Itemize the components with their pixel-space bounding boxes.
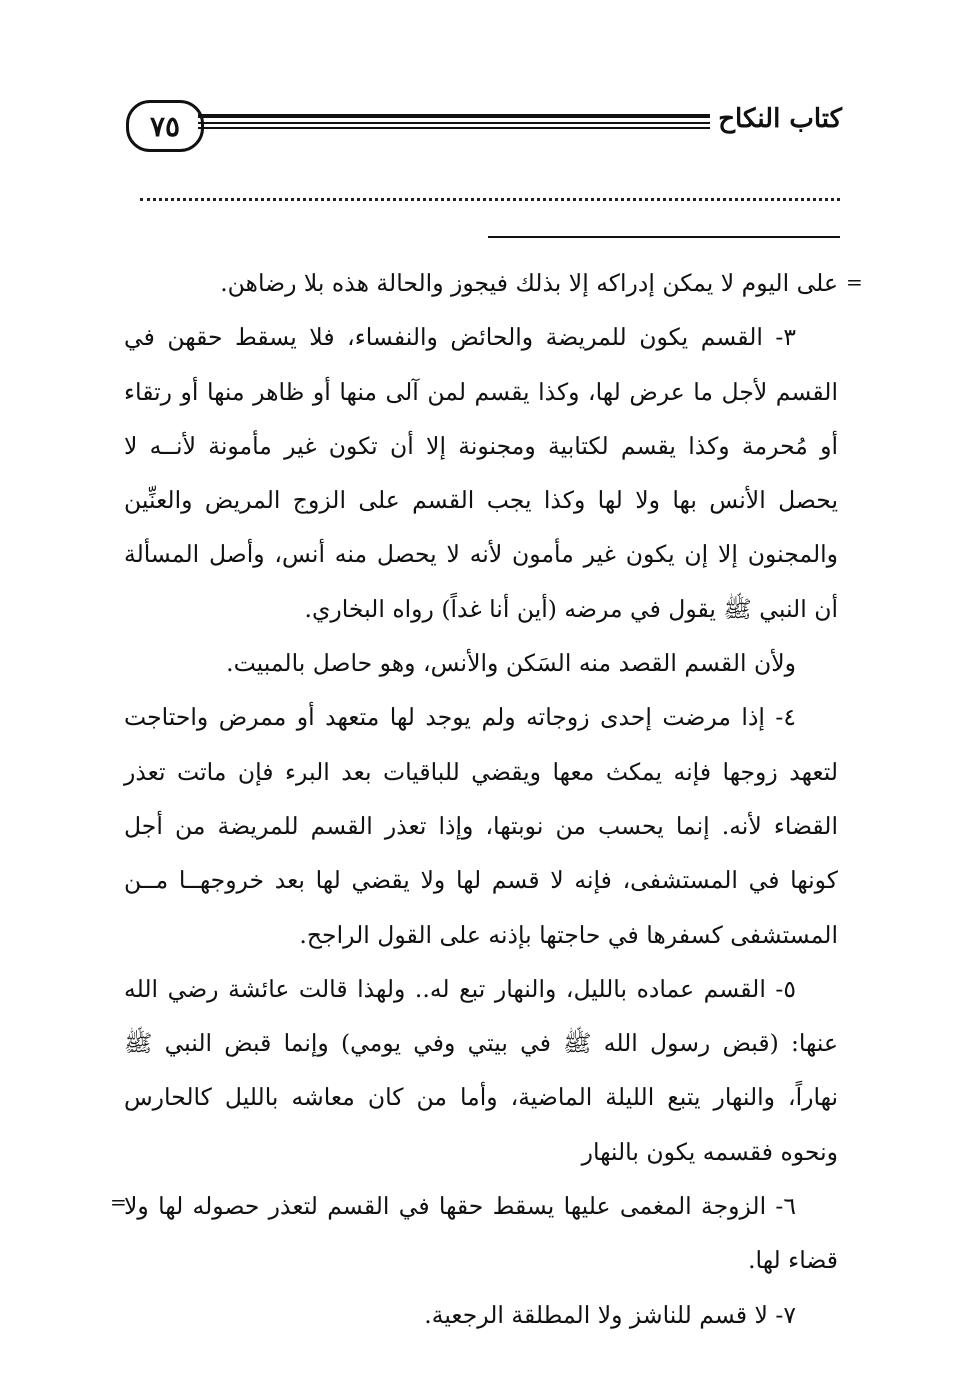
header-rule: [198, 114, 710, 128]
paragraph: ولأن القسم القصد منه السَكن والأنس، وهو حاصل بالمبيت.: [226, 649, 796, 678]
page-number: ٧٥: [126, 100, 204, 152]
body-text: [124, 256, 838, 1342]
header-rule-thick: [198, 114, 710, 118]
page-header: [126, 100, 842, 152]
paragraph: ٧- لا قسم للناشز ولا المطلقة الرجعية.: [424, 1300, 796, 1329]
header-rule-thin: [198, 122, 710, 124]
paragraph: ٦- الزوجة المغمى عليها يسقط حقها في القسم لتعذر حصوله لها ولا قضاء لها.: [124, 1192, 838, 1275]
footnote-rule: [488, 236, 840, 238]
paragraph: ٣- القسم يكون للمريضة والحائض والنفساء، فلا يسقط حقهن في القسم لأجل ما عرض لها، وكذا يقسم لمن آلى منها أو ظاهر منها أو رتقاء أو مُحرمة وكذا يقسم لكتابية ومجنونة إلا أن تكون غير مأمونة لأنــه لا يحصل الأنس بها ولا لها وكذا يجب القسم على الزوج المريض والعنِّين والمجنون إلا إن يكون غير مأمون لأنه لا يحصل منه أنس، وأصل المسألة أن النبي ﷺ يقول في مرضه (أين أنا غداً) رواه البخاري.: [124, 323, 838, 623]
end-mark: =: [110, 1190, 127, 1214]
continuation-mark: =: [846, 270, 863, 294]
paragraph: على اليوم لا يمكن إدراكه إلا بذلك فيجوز والحالة هذه بلا رضاهن.: [220, 269, 838, 297]
book-title: كتاب النكاح: [718, 104, 842, 134]
dotted-separator: [140, 198, 840, 201]
header-rule-thin-lower: [198, 127, 710, 129]
paragraph: ٤- إذا مرضت إحدى زوجاته ولم يوجد لها متعهد أو ممرض واحتاجت لتعهد زوجها فإنه يمكث معها ويقضي للباقيات بعد البرء فإن ماتت تعذر القضاء لأنه. إنما يحسب من نوبتها، وإذا تعذر القسم للمريضة من أجل كونها في المستشفى، فإنه لا قسم لها ولا يقضي لها بعد خروجهــا مــن المستشفى كسفرها في حاجتها بإذنه على القول الراجح.: [124, 703, 838, 949]
paragraph: ٥- القسم عماده بالليل، والنهار تبع له.. ولهذا قالت عائشة رضي الله عنها: (قبض رسول الله ﷺ في بيتي وفي يومي) وإنما قبض النبي ﷺ نهاراً، والنهار يتبع الليلة الماضية، وأما من كان معاشه بالليل كالحارس ونحوه فقسمه يكون بالنهار: [124, 974, 838, 1166]
